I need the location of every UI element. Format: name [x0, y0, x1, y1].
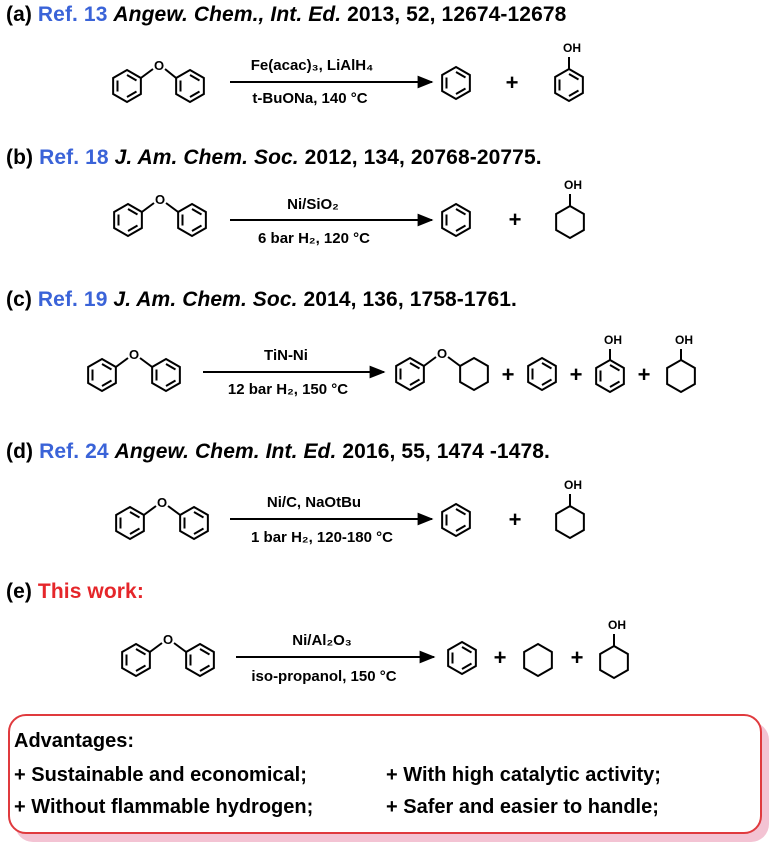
hydroxyl-label: OH: [563, 41, 581, 55]
reagent-label: Fe(acac)₃, LiAlH₄: [250, 57, 374, 74]
oxygen-label: O: [436, 346, 448, 361]
condition-label: 1 bar H₂, 120-180 °C: [251, 529, 393, 546]
condition-label: 12 bar H₂, 150 °C: [227, 381, 349, 398]
oxygen-label: O: [156, 495, 168, 510]
journal-name: J. Am. Chem. Soc.: [114, 146, 299, 169]
oxygen-label: O: [153, 58, 165, 73]
condition-label: iso-propanol, 150 °C: [251, 668, 397, 685]
benzene-product: [442, 67, 470, 99]
advantage-item: + Sustainable and economical;: [14, 764, 307, 786]
diphenyl-ether: [116, 495, 208, 539]
diphenyl-ether: [114, 192, 206, 236]
cyclohexane-product: [524, 644, 552, 676]
cyclohexanol-product: [600, 618, 628, 678]
phenol-product: [555, 41, 583, 101]
journal-name: Angew. Chem. Int. Ed.: [114, 440, 337, 463]
benzene-product: [442, 204, 470, 236]
plus-sign: +: [493, 645, 507, 670]
hydroxyl-label: OH: [675, 333, 693, 347]
header-letter: (e): [6, 580, 38, 603]
reagent-label: Ni/C, NaOtBu: [266, 494, 362, 511]
diphenyl-ether: [88, 347, 180, 391]
journal-name: J. Am. Chem. Soc.: [113, 288, 298, 311]
reagent-label: TiN-Ni: [264, 347, 308, 364]
benzene-product: [528, 358, 556, 390]
plus-sign: +: [501, 362, 515, 387]
plus-sign: +: [570, 645, 584, 670]
journal-name: Angew. Chem., Int. Ed.: [113, 3, 342, 26]
oxygen-label: O: [154, 192, 166, 207]
plus-sign: +: [508, 507, 522, 532]
plus-sign: +: [569, 362, 583, 387]
phenol-product: [596, 333, 624, 392]
condition-label: 6 bar H₂, 120 °C: [258, 230, 370, 247]
hydroxyl-label: OH: [608, 618, 626, 632]
advantage-item: + Safer and easier to handle;: [386, 796, 659, 818]
citation-details: 2016, 55, 1474 -1478.: [336, 440, 550, 463]
reference-link[interactable]: Ref. 18: [39, 146, 109, 169]
this-work-label: This work:: [37, 580, 144, 603]
hydroxyl-label: OH: [604, 333, 622, 347]
reference-link[interactable]: Ref. 19: [37, 288, 108, 311]
header-letter: (a): [6, 3, 38, 26]
oxygen-label: O: [162, 632, 174, 647]
advantage-item: + Without flammable hydrogen;: [14, 796, 314, 818]
oxygen-label: O: [128, 347, 140, 362]
plus-sign: +: [637, 362, 651, 387]
cyclohexyl-phenyl-ether-product: [396, 346, 488, 390]
citation-details: 2012, 134, 20768-20775.: [298, 146, 542, 169]
advantage-item: + With high catalytic activity;: [386, 764, 661, 786]
cyclohexanol-product: [556, 478, 584, 538]
citation-details: 2013, 52, 12674-12678: [341, 3, 567, 26]
reference-link[interactable]: Ref. 24: [39, 440, 109, 463]
cyclohexanol-product: [667, 333, 695, 392]
condition-label: t-BuONa, 140 °C: [252, 90, 368, 107]
citation-details: 2014, 136, 1758-1761.: [297, 288, 517, 311]
reagent-label: Ni/Al₂O₃: [292, 632, 352, 649]
hydroxyl-label: OH: [564, 478, 582, 492]
header-letter: (d): [6, 440, 40, 463]
benzene-product: [448, 642, 476, 674]
hydroxyl-label: OH: [564, 178, 582, 192]
diphenyl-ether: [113, 58, 204, 102]
plus-sign: +: [505, 70, 519, 95]
header-letter: (b): [6, 146, 40, 169]
reagent-label: Ni/SiO₂: [287, 196, 339, 213]
plus-sign: +: [508, 207, 522, 232]
diphenyl-ether: [122, 632, 214, 676]
advantages-title: Advantages:: [14, 730, 135, 752]
header-letter: (c): [6, 288, 38, 311]
cyclohexanol-product: [556, 178, 584, 238]
benzene-product: [442, 504, 470, 536]
reference-link[interactable]: Ref. 13: [37, 3, 108, 26]
